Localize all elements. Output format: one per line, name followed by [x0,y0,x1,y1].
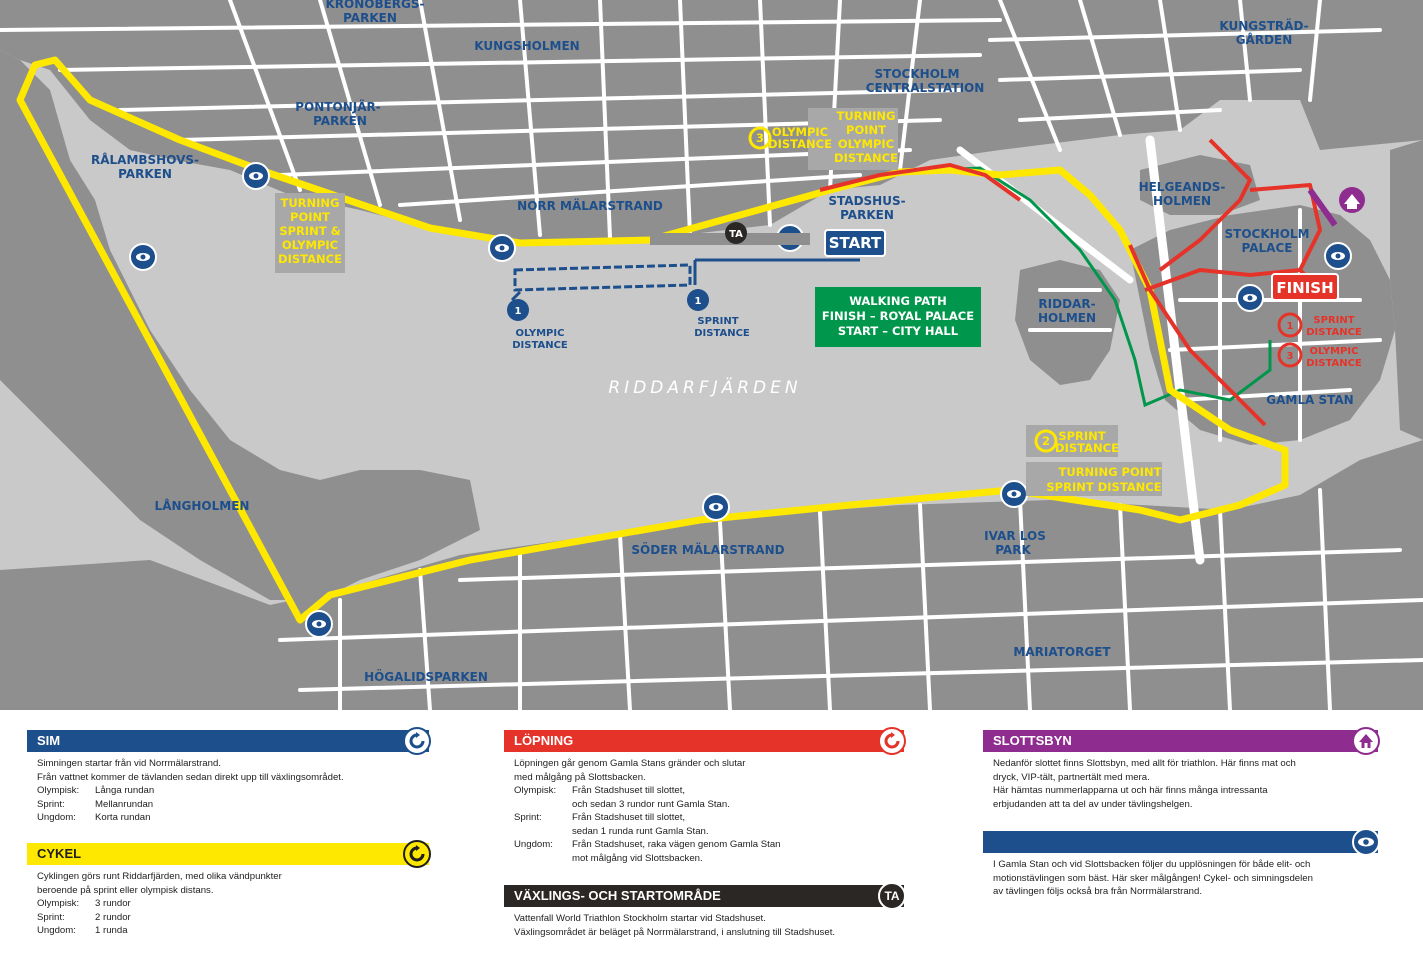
svg-text:FINISH: FINISH [1276,279,1334,297]
legend-sim-line2: Från vattnet kommer de tävlanden sedan direkt upp till växlingsområdet. [37,771,344,783]
legend-spectator-line3: av tävlingen följs också bra från Norrmälarstrand. [993,886,1203,897]
legend-spectator [983,831,1378,899]
legend-vaxling-title: VÄXLINGS- OCH STARTOMRÅDE [514,888,721,903]
label-ralambshov: RÅLAMBSHOVS- [90,153,200,167]
legend-lopning-line1: Löpningen går genom Gamla Stans gränder och slutar [514,758,746,769]
legend-sim-text [27,757,429,825]
label-ivar-los-2: PARK [995,543,1031,557]
svg-text:1: 1 [694,296,702,307]
legend-lopning-title: LÖPNING [514,733,574,748]
svg-text:DISTANCE: DISTANCE [278,252,342,266]
svg-text:SPRINT: SPRINT [1058,429,1106,443]
spectator-eye-icon [1325,243,1351,269]
legend-lopning-line2: med målgång på Slottsbacken. [514,771,646,783]
label-helgeandsholmen: HELGEANDS- [1138,180,1226,194]
legend-slottsbyn-text [983,757,1378,811]
walking-path-box [815,287,981,347]
svg-text:DISTANCE: DISTANCE [694,328,750,339]
label-hogalidsparken: HÖGALIDSPARKEN [364,670,488,684]
svg-text:DISTANCE: DISTANCE [1055,441,1119,455]
legend-vaxling-line1: Vattenfall World Triathlon Stockholm startar vid Stadshuset. [514,913,766,924]
legend-lopning-row: Sprint: Från Stadshuset till slottet, [514,812,686,823]
legend-spectator-text [983,858,1378,899]
legend-lopning-row: Olympisk: Från Stadshuset till slottet, [514,785,686,796]
turning-point-sprint [1026,462,1162,496]
legend-lopning [504,730,904,865]
run-lap-icon [878,727,906,755]
legend [0,710,1423,955]
legend-slottsbyn-title: SLOTTSBYN [993,733,1072,748]
svg-text:DISTANCE: DISTANCE [512,340,568,351]
legend-sim-row: Olympisk: Långa rundan [37,785,155,796]
label-stockholm-c: STOCKHOLM [874,67,960,81]
label-kungstrad-2: GÅRDEN [1235,33,1293,47]
label-mariatorget: MARIATORGET [1013,645,1111,659]
svg-text:SPRINT: SPRINT [1313,315,1355,326]
svg-text:OLYMPIC: OLYMPIC [771,125,829,139]
svg-text:DISTANCE: DISTANCE [768,137,832,151]
turning-point-west [275,193,345,273]
legend-lopning-row: sedan 1 runda runt Gamla Stan. [572,825,709,837]
ta-icon: TA [878,882,906,910]
label-ralambshov-2: PARKEN [118,167,172,181]
legend-cykel-text [27,870,429,938]
label-gamla-stan: GAMLA STAN [1266,393,1354,407]
svg-text:START – CITY HALL: START – CITY HALL [837,324,959,338]
legend-slottsbyn-line3: Här hämtas nummerlapparna ut och här finns många intressanta [993,785,1268,796]
svg-text:POINT: POINT [846,123,886,137]
label-stadshusparken-2: PARKEN [840,208,894,222]
svg-text:FINISH – ROYAL PALACE: FINISH – ROYAL PALACE [821,309,975,323]
svg-text:POINT: POINT [290,210,330,224]
spectator-eye-icon [306,611,332,637]
legend-sim-row: Ungdom: Korta rundan [37,812,151,823]
label-stadshusparken: STADSHUS- [828,194,906,208]
legend-cykel [27,843,429,938]
label-kronobergs: KRONOBERGS- [325,0,425,11]
legend-vaxling-line2: Växlingsområdet är beläget på Norrmälarstrand, i anslutning till Stadshuset. [514,926,836,938]
legend-vaxling [504,885,904,939]
label-stockholm-c-2: CENTRALSTATION [865,81,985,95]
finish-label [1272,274,1338,300]
swim-lap-icon [403,727,431,755]
svg-text:START: START [828,234,882,252]
legend-slottsbyn [983,730,1378,811]
svg-text:2: 2 [1041,434,1051,448]
label-palace-2: PALACE [1241,241,1293,255]
bike-sprint-marker [1026,425,1119,457]
svg-text:DISTANCE: DISTANCE [1306,327,1362,338]
legend-lopning-text [504,757,904,865]
legend-sim-line1: Simningen startar från vid Norrmälarstrand. [37,758,221,769]
label-kungstrad: KUNGSTRÄD- [1219,19,1309,33]
label-riddarfjarden: RIDDARFJÄRDEN [608,378,802,398]
legend-spectator-line2: motionstävlingen som bäst. Här sker målgången! Cykel- och simningsdelen [993,872,1313,884]
label-pontonjar: PONTONJÄR- [295,100,381,114]
label-kungsholmen: KUNGSHOLMEN [474,39,580,53]
svg-text:TURNING POINT: TURNING POINT [1058,465,1162,479]
label-ivar-los: IVAR LOS [984,529,1046,543]
house-icon [1352,727,1380,755]
label-riddarholmen: RIDDAR- [1038,297,1096,311]
legend-lopning-row: Ungdom: Från Stadshuset, raka vägen genom Gamla Stan [514,839,781,850]
start-label [825,230,885,256]
legend-lopning-row: mot målgång vid Slottsbacken. [572,852,703,864]
legend-cykel-row: Sprint: 2 rundor [37,911,131,923]
label-palace: STOCKHOLM [1224,227,1310,241]
legend-sim-row: Sprint: Mellanrundan [37,798,154,810]
svg-text:OLYMPIC: OLYMPIC [281,238,339,252]
label-langholmen: LÅNGHOLMEN [154,499,250,513]
legend-cykel-row: Olympisk: 3 rundor [37,898,131,909]
label-helgeandsholmen-2: HOLMEN [1152,194,1212,208]
label-pontonjar-2: PARKEN [313,114,367,128]
svg-text:DISTANCE: DISTANCE [1306,358,1362,369]
eye-icon [1352,828,1380,856]
svg-text:SPRINT DISTANCE: SPRINT DISTANCE [1046,480,1162,494]
spectator-eye-icon [1237,285,1263,311]
spectator-eye-icon [489,235,515,261]
svg-text:SPRINT: SPRINT [697,316,739,327]
spectator-eye-icon [703,494,729,520]
svg-text:TURNING: TURNING [280,196,340,210]
svg-text:1: 1 [1286,321,1294,332]
svg-text:1: 1 [514,306,522,317]
legend-slottsbyn-line4: erbjudanden att ta del av under tävlingshelgen. [993,798,1193,810]
legend-sim-title: SIM [37,733,61,748]
legend-sim-header [27,730,429,752]
spectator-eye-icon [243,163,269,189]
bike-lap-icon [403,840,431,868]
svg-text:WALKING PATH: WALKING PATH [849,294,947,308]
label-norr-malarstrand: NORR MÄLARSTRAND [517,199,663,213]
legend-cykel-line1: Cyklingen görs runt Riddarfjärden, med olika vändpunkter [37,871,282,882]
svg-text:OLYMPIC: OLYMPIC [515,328,565,339]
svg-text:3: 3 [1286,351,1294,362]
legend-slottsbyn-line2: dryck, VIP-tält, partnertält med mera. [993,771,1150,783]
svg-text:DISTANCE: DISTANCE [834,151,898,165]
legend-slottsbyn-header [983,730,1378,752]
svg-text:3: 3 [755,131,765,145]
legend-vaxling-header [504,885,904,907]
svg-text:TA: TA [729,229,743,240]
legend-cykel-header [27,843,429,865]
slottsbyn-house-icon [1339,187,1365,213]
svg-text:TURNING: TURNING [836,109,896,123]
olympic-3-laps-marker [750,125,832,151]
spectator-eye-icon [1001,481,1027,507]
svg-text:OLYMPIC: OLYMPIC [837,137,895,151]
legend-lopning-row: och sedan 3 rundor runt Gamla Stan. [572,798,730,810]
legend-cykel-row: Ungdom: 1 runda [37,925,128,936]
legend-spectator-line1: I Gamla Stan och vid Slottsbacken följer du upplösningen för både elit- och [993,859,1311,870]
svg-text:OLYMPIC: OLYMPIC [1309,346,1359,357]
label-riddarholmen-2: HOLMEN [1037,311,1097,325]
legend-spectator-header [983,831,1378,853]
legend-slottsbyn-line1: Nedanför slottet finns Slottsbyn, med allt för triathlon. Här finns mat och [993,758,1296,769]
label-kronobergs-2: PARKEN [343,11,397,25]
legend-vaxling-text [504,912,904,939]
svg-text:SPRINT &: SPRINT & [279,224,341,238]
label-soder-malarstrand: SÖDER MÄLARSTRAND [631,543,785,557]
spectator-eye-icon [130,244,156,270]
legend-lopning-header [504,730,904,752]
legend-sim [27,730,429,825]
legend-cykel-title: CYKEL [37,846,82,861]
legend-cykel-line2: beroende på sprint eller olympisk distans. [37,884,214,896]
